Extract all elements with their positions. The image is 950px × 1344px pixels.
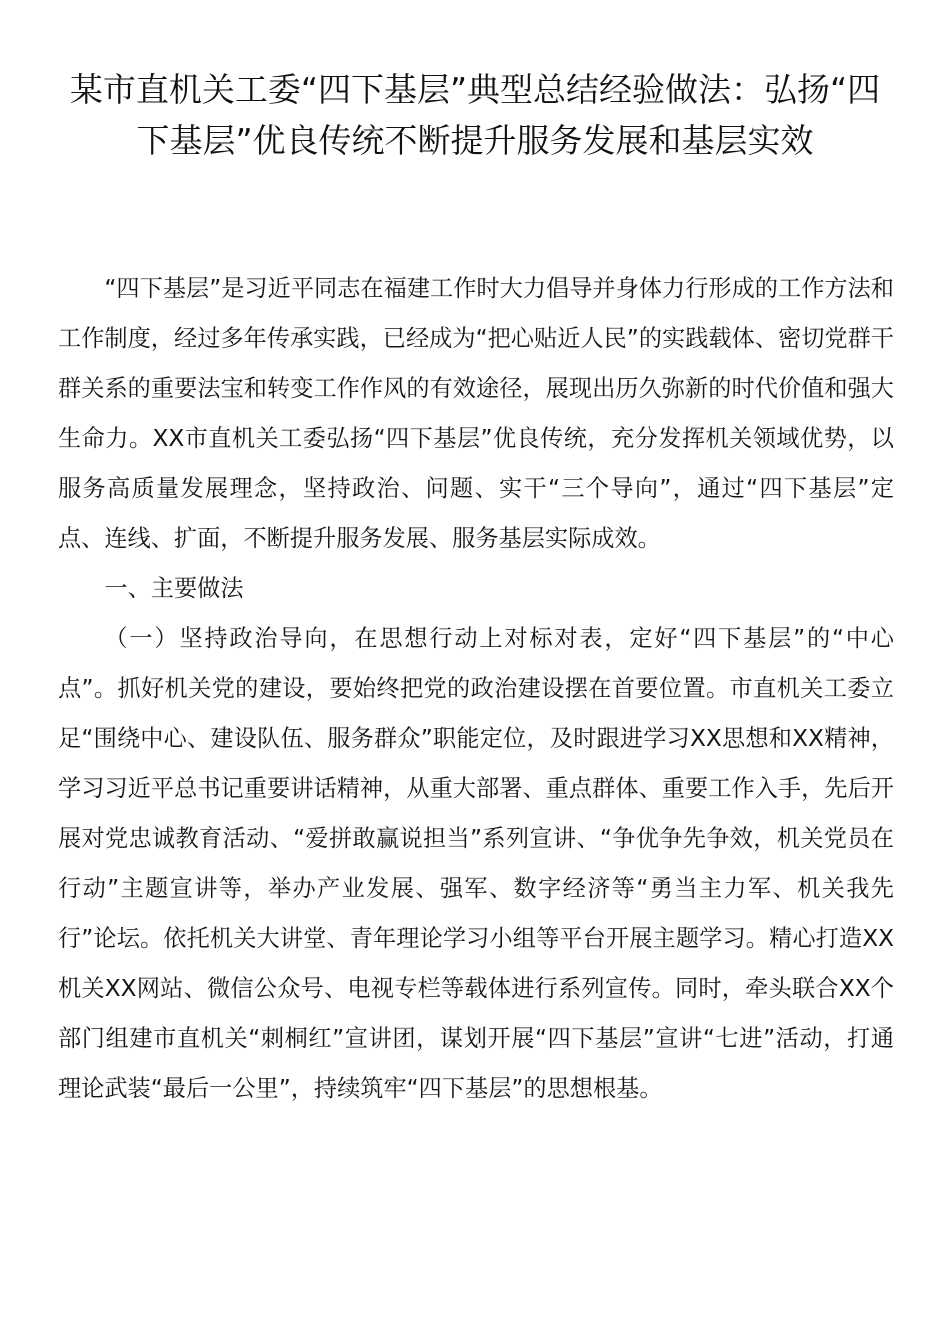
document-body [58,264,894,1114]
section-heading: 一、主要做法 [104,575,244,602]
intro-paragraph: “四下基层”是习近平同志在福建工作时大力倡导并身体力行形成的工作方法和工作制度，经过多年传承实践，已经成为“把心贴近人民”的实践载体、密切党群干群关系的重要法宝和转变工作作风的有效途径，展现出历久弥新的时代价值和强大生命力。XX市直机关工委弘扬“四下基层”优良传统，充分发挥机关领域优势，以服务高质量发展理念，坚持政治、问题、实干“三个导向”，通过“四下基层”定点、连线、扩面，不断提升服务发展、服务基层实际成效。 [58,275,894,552]
subsection-paragraph: （一）坚持政治导向，在思想行动上对标对表，定好“四下基层”的“中心点”。抓好机关党的建设，要始终把党的政治建设摆在首要位置。市直机关工委立足“围绕中心、建设队伍、服务群众”职能定位，及时跟进学习XX思想和XX精神，学习习近平总书记重要讲话精神，从重大部署、重点群体、重要工作入手，先后开展对党忠诚教育活动、“爱拼敢赢说担当”系列宣讲、“争优争先争效，机关党员在行动”主题宣讲等，举办产业发展、强军、数字经济等“勇当主力军、机关我先行”论坛。依托机关大讲堂、青年理论学习小组等平台开展主题学习。精心打造XX机关XX网站、微信公众号、电视专栏等载体进行系列宣传。同时，牵头联合XX个部门组建市直机关“刺桐红”宣讲团，谋划开展“四下基层”宣讲“七进”活动，打通理论武装“最后一公里”，持续筑牢“四下基层”的思想根基。 [58,625,894,1102]
document-title: 某市直机关工委“四下基层”典型总结经验做法：弘扬“四下基层”优良传统不断提升服务发展和基层实效 [69,70,881,160]
